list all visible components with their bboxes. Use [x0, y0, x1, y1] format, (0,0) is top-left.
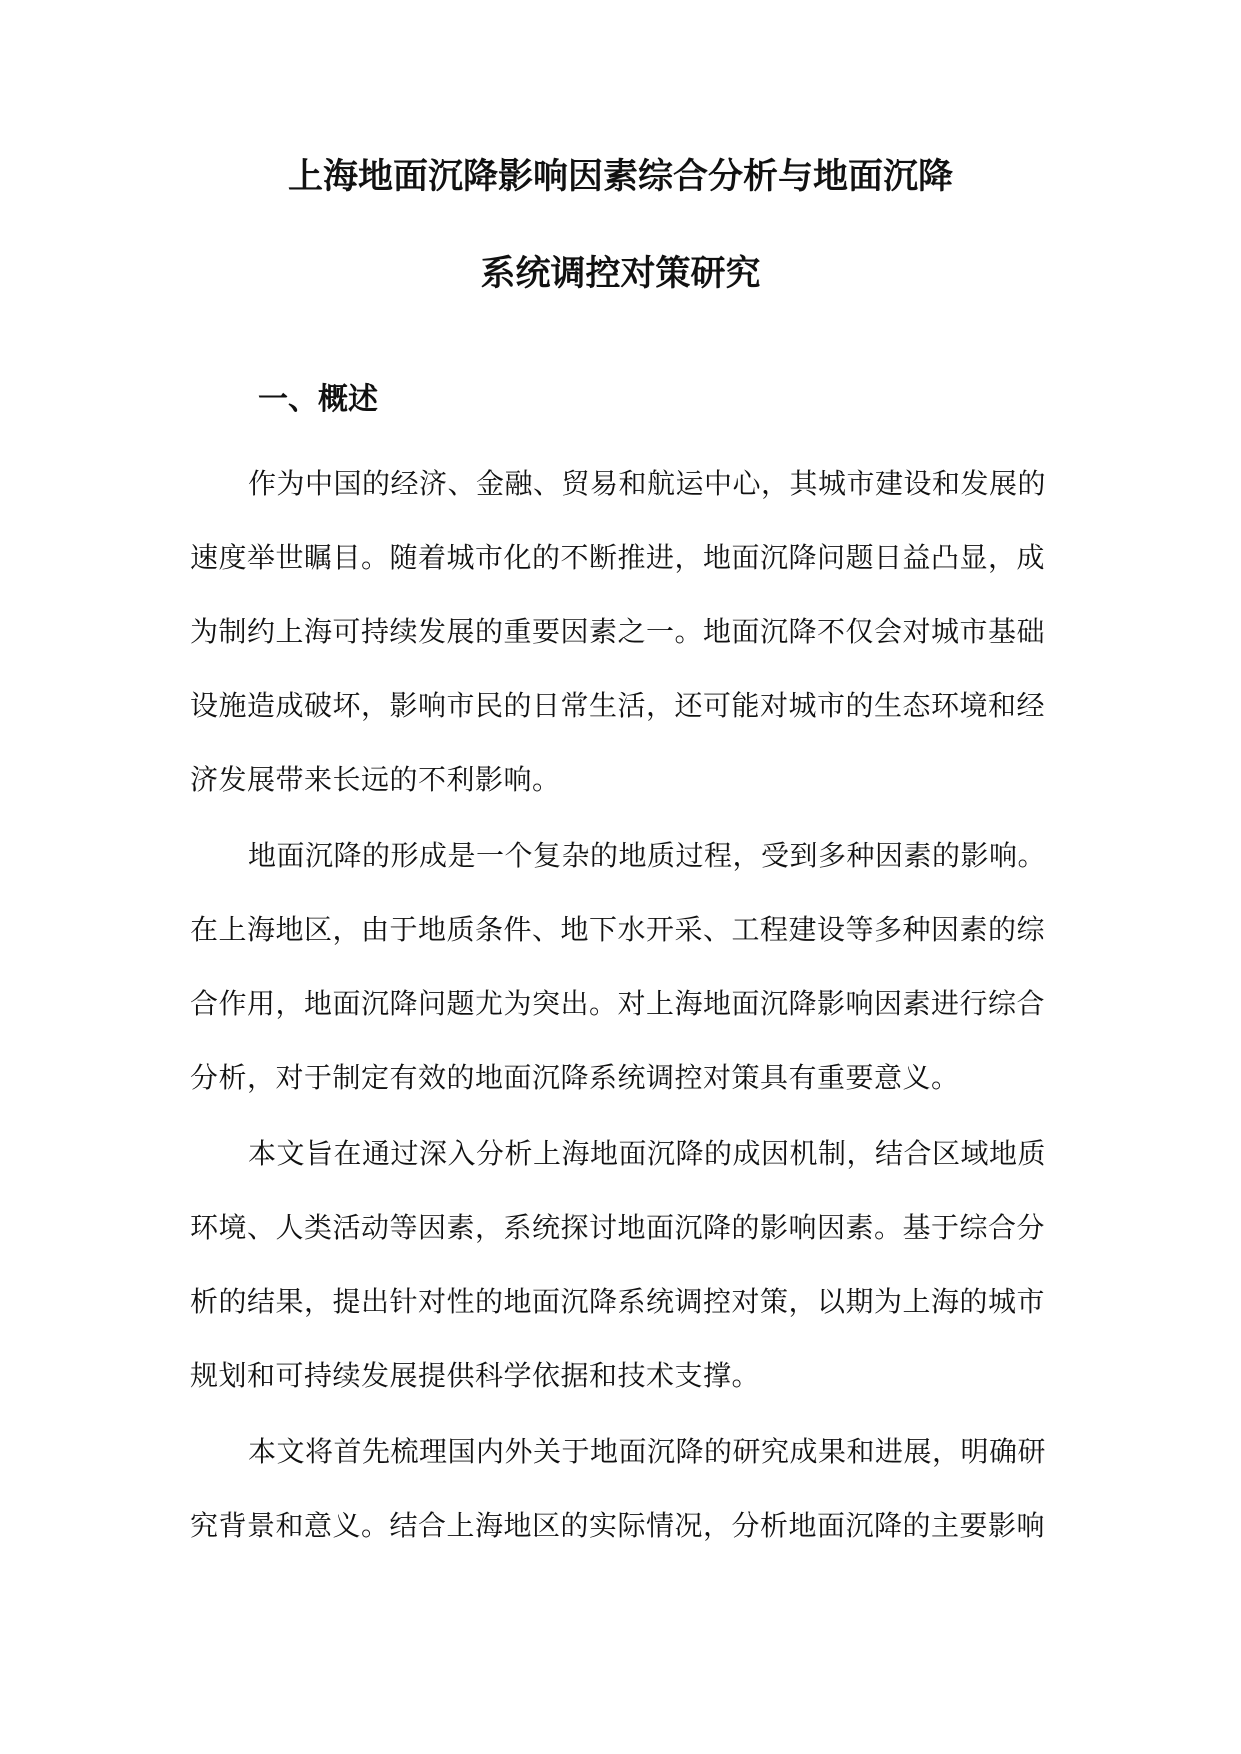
paragraph-line: 环境、人类活动等因素，系统探讨地面沉降的影响因素。基于综合分: [190, 1211, 1046, 1244]
paragraph-line: 析的结果，提出针对性的地面沉降系统调控对策，以期为上海的城市: [190, 1285, 1046, 1318]
paragraph-line: 作为中国的经济、金融、贸易和航运中心，其城市建设和发展的: [248, 467, 1047, 500]
paragraph-line: 本文旨在通过深入分析上海地面沉降的成因机制，结合区域地质: [248, 1137, 1047, 1170]
paragraph-line: 地面沉降的形成是一个复杂的地质过程，受到多种因素的影响。: [248, 839, 1047, 872]
paragraph-line: 分析，对于制定有效的地面沉降系统调控对策具有重要意义。: [190, 1061, 960, 1094]
paragraph-line: 速度举世瞩目。随着城市化的不断推进，地面沉降问题日益凸显，成: [190, 541, 1046, 574]
document-title-line-2: 系统调控对策研究: [480, 253, 761, 294]
paragraph-line: 合作用，地面沉降问题尤为突出。对上海地面沉降影响因素进行综合: [190, 987, 1046, 1020]
paragraph-line: 在上海地区，由于地质条件、地下水开采、工程建设等多种因素的综: [190, 913, 1046, 946]
paragraph-line: 究背景和意义。结合上海地区的实际情况，分析地面沉降的主要影响: [190, 1509, 1046, 1542]
paragraph-line: 为制约上海可持续发展的重要因素之一。地面沉降不仅会对城市基础: [190, 615, 1046, 648]
section-heading: 一、概述: [258, 382, 378, 417]
document-title-line-1: 上海地面沉降影响因素综合分析与地面沉降: [287, 156, 953, 197]
paragraph-line: 设施造成破坏，影响市民的日常生活，还可能对城市的生态环境和经: [190, 689, 1046, 722]
paragraph-line: 本文将首先梳理国内外关于地面沉降的研究成果和进展，明确研: [248, 1435, 1047, 1468]
paragraph-line: 济发展带来长远的不利影响。: [190, 763, 561, 796]
paragraph-line: 规划和可持续发展提供科学依据和技术支撑。: [190, 1359, 761, 1392]
